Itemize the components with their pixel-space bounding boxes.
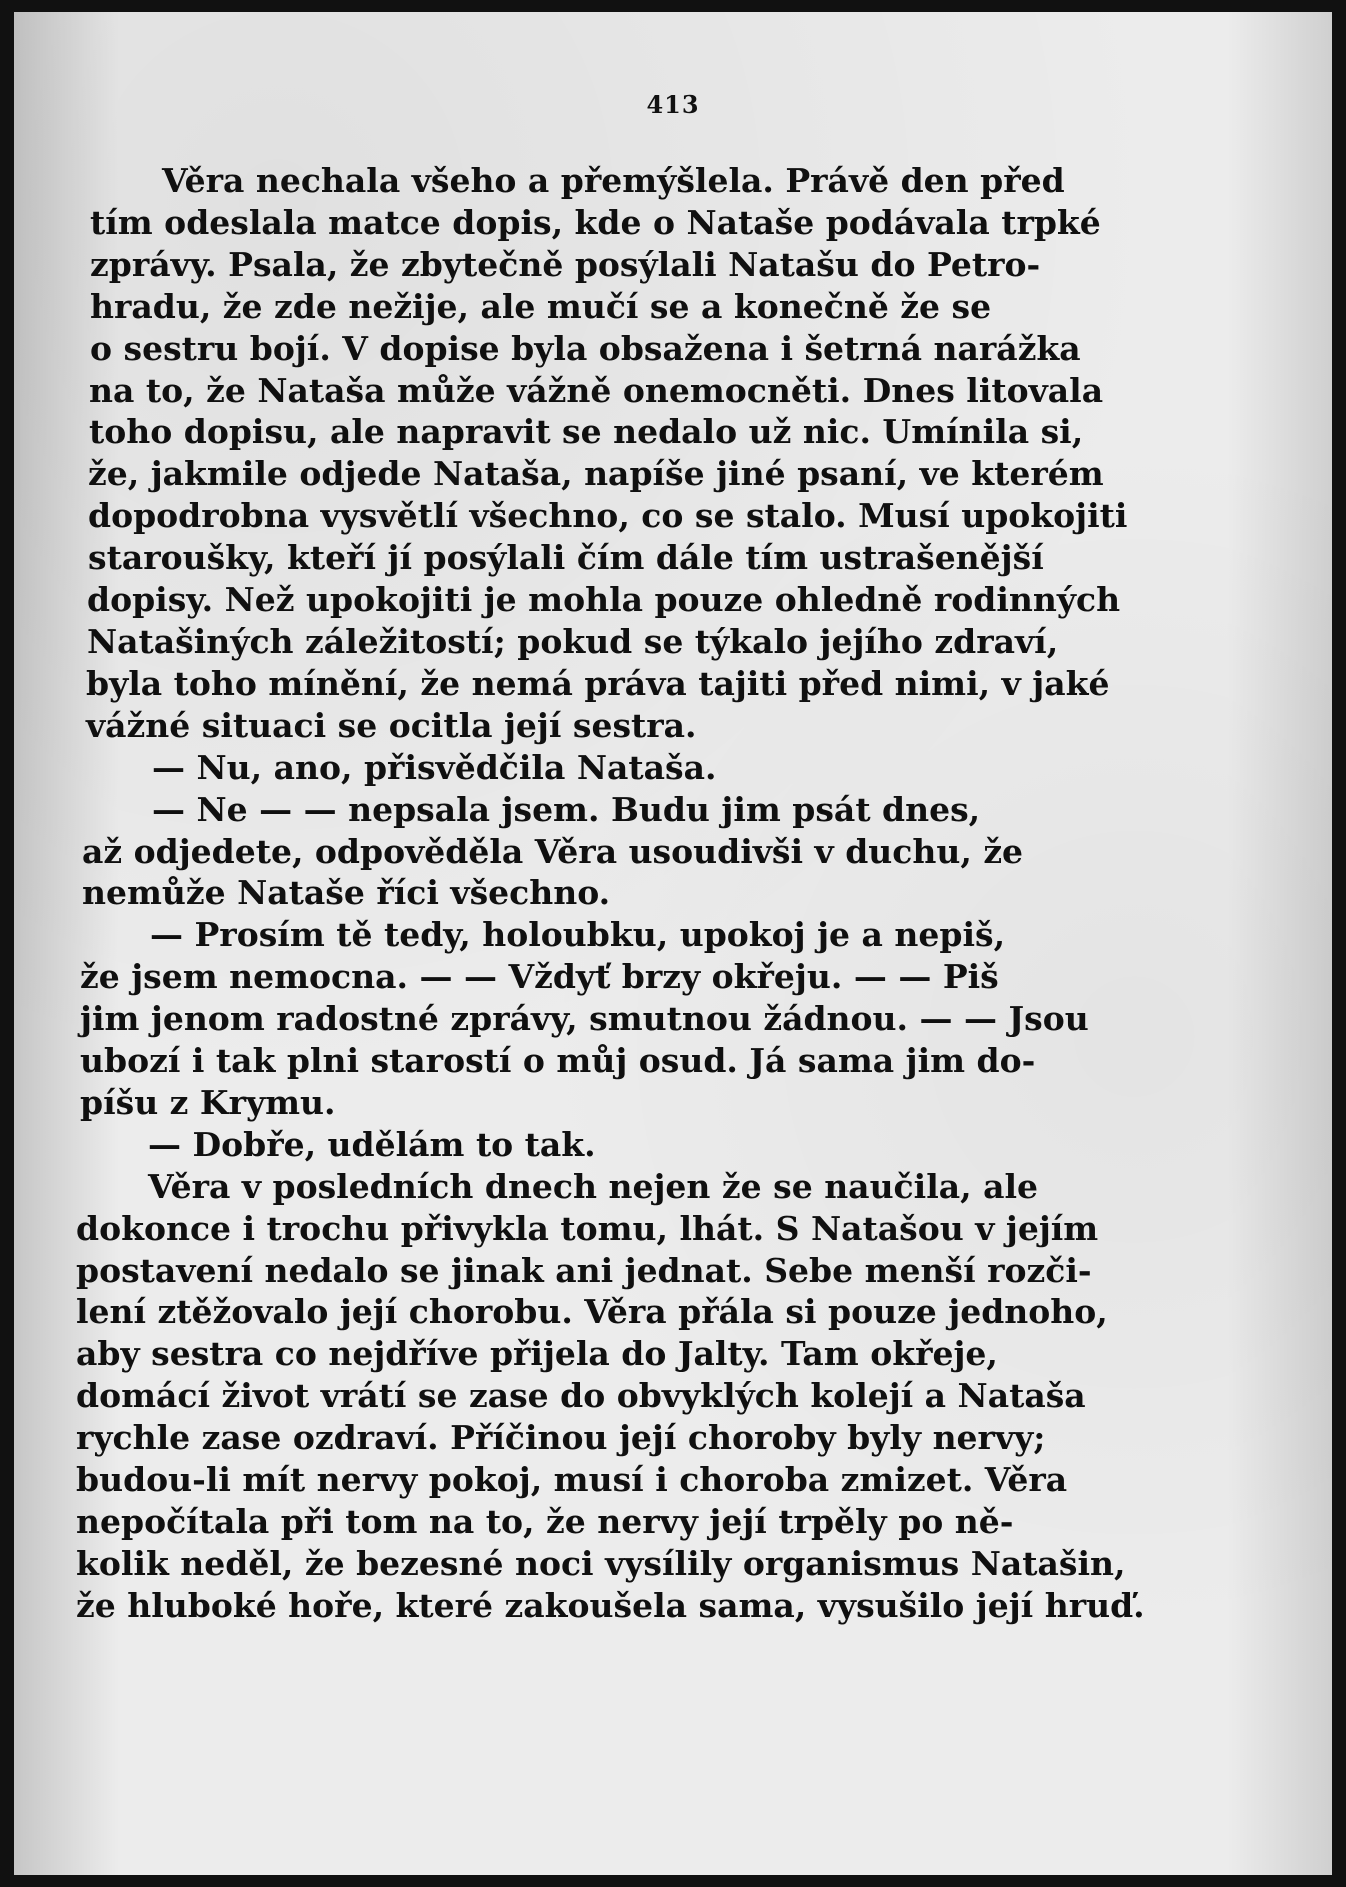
text-line: zprávy. Psala, že zbytečně posýlali Natašu do Petro- [90,244,1041,284]
text-line: Věra v posledních dnech nejen že se naučila, ale [148,1166,1039,1206]
text-line: postavení nedalo se jinak ani jednat. Sebe menší rozči- [76,1250,1092,1290]
book-page [14,12,1332,1875]
text-line: staroušky, kteří jí posýlali čím dále tím ustrašenější [88,538,1044,578]
text-line: budou-li mít nervy pokoj, musí i choroba zmizet. Věra [76,1460,1068,1500]
text-line: na to, že Nataša může vážně onemocněti. Dnes litovala [89,370,1104,410]
text-line: byla toho mínění, že nemá práva tajiti před nimi, v jaké [86,663,1110,703]
text-line: až odjedete, odpověděla Věra usoudivši v duchu, že [82,831,1024,871]
text-line: — Prosím tě tedy, holoubku, upokoj je a nepiš, [150,915,1006,955]
text-line: dokonce i trochu přivykla tomu, lhát. S Natašou v jejím [76,1208,1099,1248]
text-line: — Dobře, udělám to tak. [148,1124,596,1164]
text-line: píšu z Krymu. [80,1082,336,1122]
text-line: lení ztěžovalo její chorobu. Věra přála si pouze jednoho, [76,1292,1108,1332]
page-number: 413 [646,90,700,119]
text-line: dopisy. Než upokojiti je mohla pouze ohledně rodinných [87,580,1121,620]
text-line: — Ne — — nepsala jsem. Budu jim psát dnes, [152,789,981,829]
page-body-text [76,160,1145,1627]
text-line: ubozí i tak plni starostí o můj osud. Já sama jim do- [80,1041,1036,1081]
text-line: dopodrobna vysvětlí všechno, co se stalo. Musí upokojiti [88,496,1128,536]
text-line: tím odeslala matce dopis, kde o Nataše podávala trpké [90,202,1101,242]
text-line: domácí život vrátí se zase do obvyklých kolejí a Nataša [76,1376,1086,1416]
text-line: aby sestra co nejdříve přijela do Jalty. Tam okřeje, [76,1334,998,1374]
text-line: jim jenom radostné zprávy, smutnou žádnou. — — Jsou [80,999,1089,1039]
text-line: že, jakmile odjede Nataša, napíše jiné psaní, ve kterém [88,454,1104,494]
text-line: rychle zase ozdraví. Příčinou její choroby byly nervy; [76,1418,1046,1458]
text-line: o sestru bojí. V dopise byla obsažena i šetrná narážka [90,328,1081,368]
text-line: toho dopisu, ale napravit se nedalo už nic. Umínila si, [89,412,1084,452]
text-line: že jsem nemocna. — — Vždyť brzy okřeju. — — Piš [80,957,999,997]
text-line: nepočítala při tom na to, že nervy její trpěly po ně- [76,1502,1014,1541]
text-line: hradu, že zde nežije, ale mučí se a konečně že se [90,286,992,326]
text-line: Natašiných záležitostí; pokud se týkalo jejího zdraví, [87,621,1059,661]
text-line: vážné situaci se ocitla její sestra. [86,705,697,745]
text-line: že hluboké hoře, které zakoušela sama, vysušilo její hruď. [76,1585,1145,1625]
text-line: — Nu, ano, přisvědčila Nataša. [152,747,717,787]
text-line: Věra nechala všeho a přemýšlela. Právě den před [162,161,1065,200]
text-line: nemůže Nataše říci všechno. [82,873,611,913]
text-line: kolik neděl, že bezesné noci vysílily organismus Natašin, [76,1543,1126,1583]
